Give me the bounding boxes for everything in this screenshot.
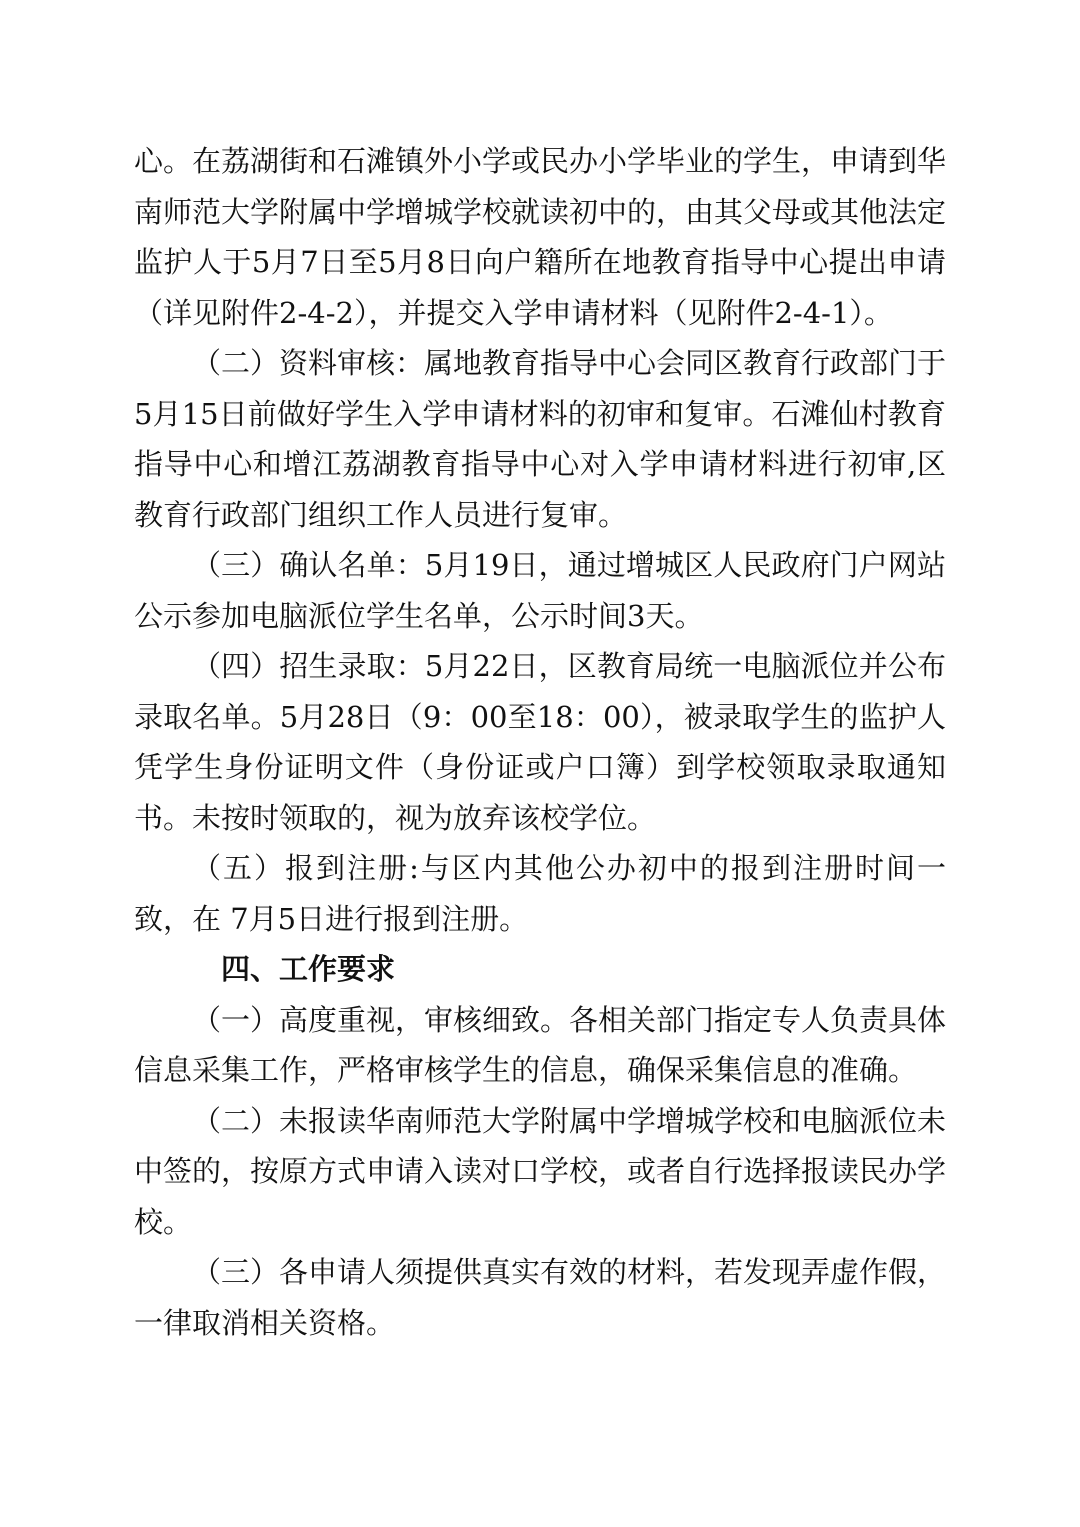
document-body: [134, 136, 946, 1348]
section-heading-work-requirements: 四、工作要求: [221, 952, 396, 986]
paragraph-admission: （四）招生录取：5月22日，区教育局统一电脑派位并公布录取名单。5月28日（9：00至18：00），被录取学生的监护人凭学生身份证明文件（身份证或户口簿）到学校领取录取通知书。未按时领取的，视为放弃该校学位。: [134, 649, 946, 835]
paragraph-requirement-3: （三）各申请人须提供真实有效的材料，若发现弄虚作假，一律取消相关资格。: [134, 1255, 947, 1340]
paragraph-material-review: （二）资料审核：属地教育指导中心会同区教育行政部门于5月15日前做好学生入学申请材料的初审和复审。石滩仙村教育指导中心和增江荔湖教育指导中心对入学申请材料进行初审,区教育行政部门组织工作人员进行复审。: [134, 346, 947, 532]
paragraph-continuation: 心。在荔湖街和石滩镇外小学或民办小学毕业的学生，申请到华南师范大学附属中学增城学校就读初中的，由其父母或其他法定监护人于5月7日至5月8日向户籍所在地教育指导中心提出申请（详见附件2-4-2），并提交入学申请材料（见附件2-4-1）。: [134, 144, 947, 330]
paragraph-confirm-list: （三）确认名单：5月19日，通过增城区人民政府门户网站公示参加电脑派位学生名单，公示时间3天。: [134, 548, 946, 633]
paragraph-requirement-2: （二）未报读华南师范大学附属中学增城学校和电脑派位未中签的，按原方式申请入读对口学校，或者自行选择报读民办学校。: [134, 1103, 947, 1239]
paragraph-requirement-1: （一）高度重视，审核细致。各相关部门指定专人负责具体信息采集工作，严格审核学生的信息，确保采集信息的准确。: [134, 1002, 947, 1087]
paragraph-registration: （五）报到注册:与区内其他公办初中的报到注册时间一致，在 7月5日进行报到注册。: [134, 851, 946, 936]
